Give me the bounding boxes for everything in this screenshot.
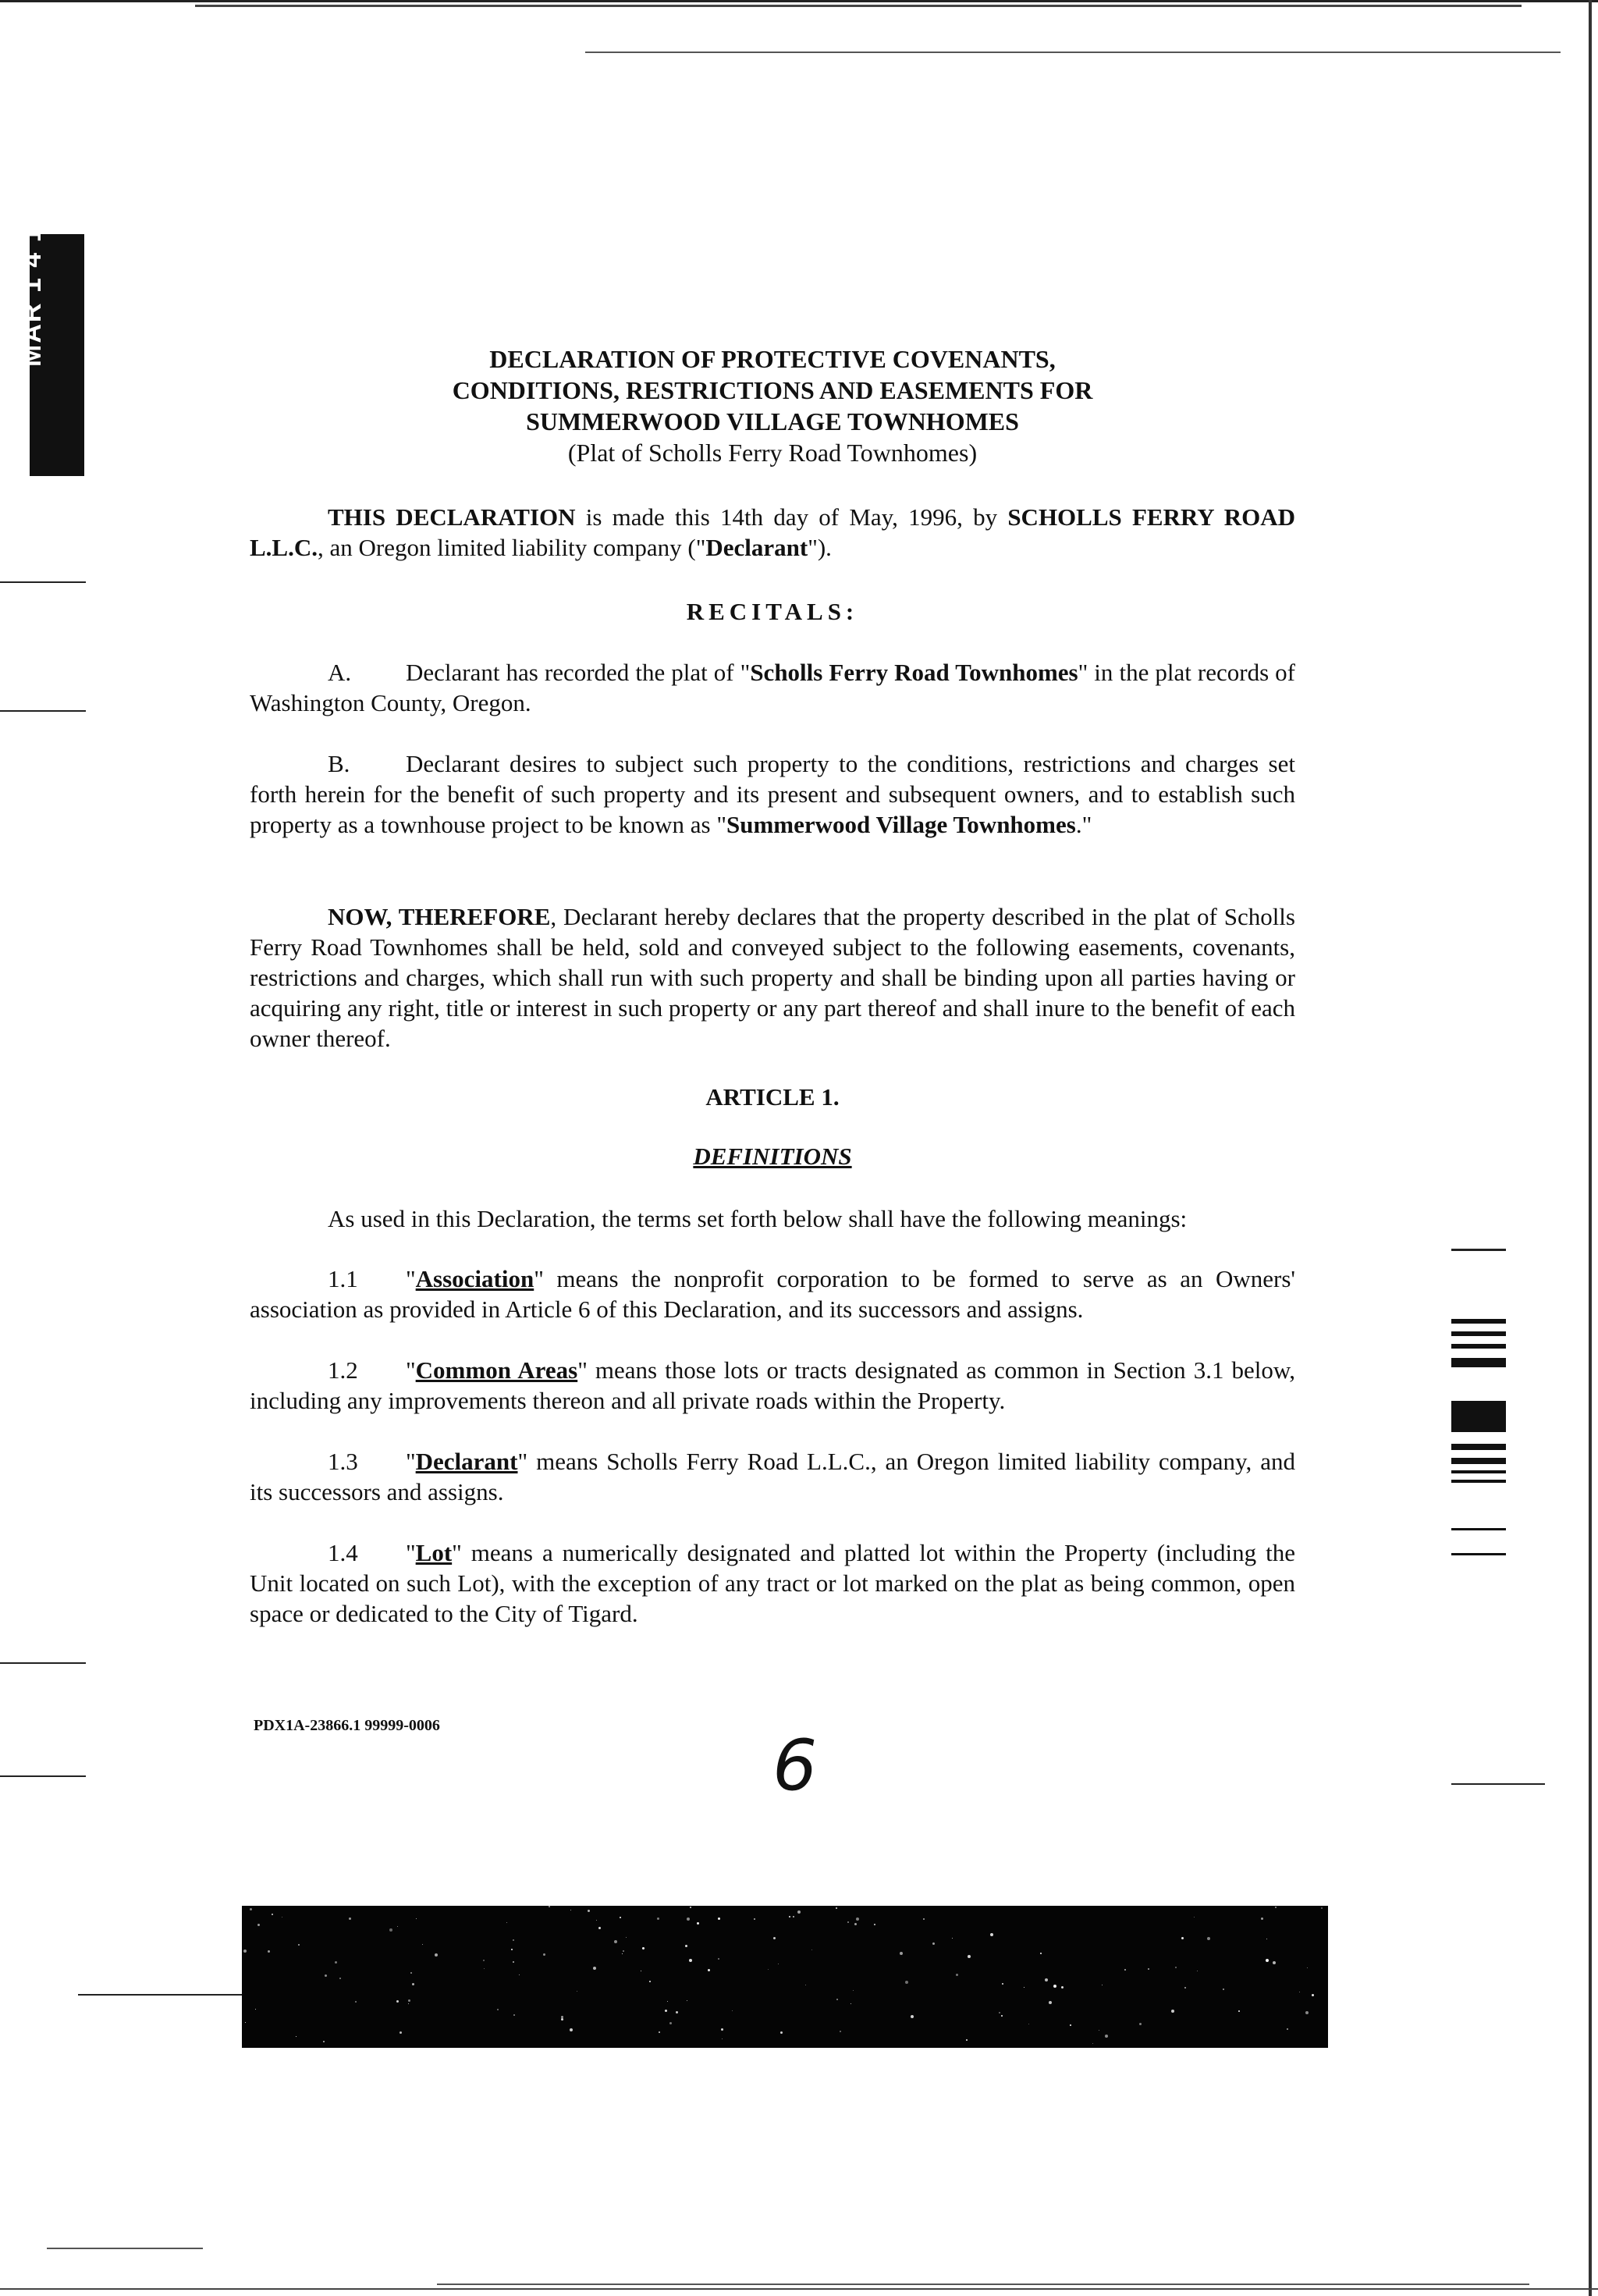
- scan-speck: [665, 2010, 667, 2012]
- margin-mark: [0, 1662, 86, 1664]
- scan-speck: [243, 1949, 247, 1953]
- scan-speck: [1321, 1907, 1323, 1909]
- scan-speck: [408, 2003, 409, 2004]
- scan-speck: [932, 1942, 935, 1945]
- definition-1-4: 1.4 "Lot" means a numerically designated and platted lot within the Property (including the Unit located on such Lot), with the exception of any tract or lot marked on the plat as being common, open space or dedicated to the City of Tigard.: [250, 1539, 1295, 1627]
- scan-speck: [1266, 1959, 1269, 1962]
- title-line-4: (Plat of Scholls Ferry Road Townhomes): [567, 439, 978, 467]
- scan-speck: [513, 1961, 514, 1963]
- scan-speck: [250, 1908, 252, 1910]
- scan-speck: [513, 2014, 515, 2016]
- barcode-bar: [1451, 1344, 1506, 1349]
- scan-speck: [1275, 1907, 1277, 1908]
- definition-number: 1.4: [328, 1539, 358, 1566]
- margin-mark: [1451, 1249, 1506, 1251]
- scan-line-top-2: [585, 52, 1561, 53]
- scan-speck: [1181, 1937, 1184, 1939]
- scan-speck: [659, 2031, 660, 2033]
- scan-speck: [519, 1974, 520, 1975]
- scan-speck: [789, 1916, 790, 1917]
- scan-speck: [718, 1958, 719, 1960]
- scan-speck: [272, 1914, 273, 1915]
- scan-speck: [1148, 1968, 1149, 1970]
- scan-speck: [1045, 1978, 1048, 1981]
- scan-speck: [339, 1978, 341, 1979]
- scan-speck: [416, 1918, 417, 1919]
- scan-speck: [1070, 2024, 1071, 2026]
- intro-declarant: Declarant: [705, 534, 808, 561]
- scan-black-band: [242, 1906, 1328, 2048]
- scan-speck: [511, 1949, 513, 1950]
- scan-speck: [598, 1927, 601, 1929]
- scan-speck: [900, 1952, 903, 1955]
- scan-speck: [1307, 1967, 1308, 1968]
- margin-mark: [0, 1775, 86, 1777]
- scan-line-top: [195, 5, 1522, 7]
- scan-speck: [999, 2012, 1000, 2013]
- scan-speck: [768, 1969, 769, 1970]
- recital-b-label: B.: [328, 750, 350, 777]
- scan-speck: [1061, 1986, 1064, 1989]
- scan-speck: [853, 1990, 854, 1991]
- scan-speck: [793, 1916, 794, 1917]
- scan-speck: [697, 1922, 699, 1925]
- scan-speck: [689, 1959, 692, 1962]
- scan-speck: [349, 1917, 351, 1920]
- scan-speck: [1049, 2001, 1052, 2004]
- scan-speck: [687, 1917, 690, 1921]
- scan-speck: [847, 1921, 849, 1923]
- scan-speck: [1105, 2035, 1108, 2038]
- margin-mark: [1451, 1783, 1545, 1785]
- recitals-heading: RECITALS:: [686, 598, 859, 625]
- scan-speck: [836, 1999, 838, 2000]
- definition-text: " means those lots or tracts designated as common in Section 3.1 below, including any improvements thereon and all private roads within the Property.: [250, 1356, 1295, 1414]
- now-therefore-paragraph: [250, 901, 1295, 1054]
- scan-speck: [497, 2009, 499, 2010]
- scan-speck: [1171, 2010, 1174, 2013]
- recital-a-plat-name: Scholls Ferry Road Townhomes: [750, 659, 1078, 686]
- now-therefore-text: , Declarant hereby declares that the property described in the plat of Scholls Ferry Road Townhomes shall be held, sold and conveyed subject to the following easements, covenants, restrictions and charges, which shall run with such property and shall be binding upon all parties having or acquiring any right, title or interest in such property or any part thereof and shall inure to the benefit of each owner thereof.: [250, 903, 1295, 1052]
- definition-number: 1.1: [328, 1265, 358, 1292]
- scan-speck: [335, 1961, 337, 1964]
- scan-speck: [854, 1923, 857, 1925]
- scan-edge-top: [0, 0, 1598, 2]
- scan-speck: [484, 1968, 485, 1969]
- scan-speck: [483, 1960, 485, 1961]
- scan-speck: [1001, 2015, 1003, 2017]
- scan-speck: [1273, 1961, 1276, 1964]
- scan-speck: [397, 1926, 398, 1927]
- scan-speck: [245, 2022, 246, 2023]
- scan-speck: [396, 2000, 399, 2003]
- scan-speck: [722, 2038, 723, 2039]
- scan-speck: [649, 1981, 651, 1982]
- scan-speck: [856, 1917, 859, 1921]
- scan-speck: [780, 2031, 783, 2034]
- barcode-bar: [1451, 1358, 1506, 1367]
- definition-number: 1.3: [328, 1448, 358, 1475]
- scan-speck: [614, 1940, 617, 1943]
- definition-term: Association: [415, 1265, 534, 1292]
- scan-speck: [840, 2031, 841, 2032]
- barcode-bar: [1451, 1458, 1506, 1464]
- scan-speck: [1175, 1967, 1177, 1968]
- scan-speck: [408, 1999, 410, 2002]
- scan-speck: [543, 1953, 545, 1956]
- scan-speck: [323, 2041, 325, 2042]
- definition-text: " means Scholls Ferry Road L.L.C., an Oregon limited liability company, and its successors and assigns.: [250, 1448, 1295, 1505]
- scan-speck: [667, 2001, 668, 2002]
- scan-edge-right: [1589, 0, 1592, 2296]
- handwritten-page-number: 6: [772, 1725, 818, 1807]
- barcode-bar: [1451, 1319, 1506, 1324]
- scan-speck: [298, 1944, 300, 1946]
- margin-mark: [0, 710, 86, 712]
- scan-speck: [410, 1972, 412, 1974]
- scan-speck: [355, 2001, 357, 2003]
- barcode-bar: [1451, 1480, 1506, 1483]
- recital-a-text-2: " in the plat records of Washington County, Oregon.: [250, 659, 1295, 716]
- title-line-1: DECLARATION OF PROTECTIVE COVENANTS,: [489, 345, 1056, 373]
- definitions-subheading: DEFINITIONS: [693, 1143, 852, 1170]
- definition-number: 1.2: [328, 1356, 358, 1384]
- document-title: [250, 343, 1295, 468]
- scan-speck: [268, 1950, 270, 1953]
- now-therefore-lead: NOW, THEREFORE: [328, 903, 551, 930]
- definition-1-3: 1.3 "Declarant" means Scholls Ferry Road L.L.C., an Oregon limited liability company, and its successors and assigns.: [250, 1448, 1295, 1505]
- scan-speck: [1312, 1994, 1314, 1996]
- scan-speck: [669, 2022, 672, 2024]
- scan-speck: [1053, 1985, 1056, 1988]
- scan-speck: [1139, 2023, 1142, 2025]
- scan-speck: [1002, 1983, 1003, 1985]
- recital-b-text-2: .": [1075, 811, 1092, 838]
- scan-speck: [1305, 2011, 1309, 2014]
- scan-speck: [412, 1983, 414, 1985]
- recital-b: [250, 748, 1295, 840]
- scan-speck: [990, 1933, 993, 1936]
- scan-speck: [690, 1907, 691, 1908]
- barcode-bar: [1451, 1470, 1506, 1473]
- scan-speck: [622, 1953, 623, 1954]
- scan-speck: [968, 1955, 971, 1958]
- scan-speck: [657, 1917, 659, 1920]
- recital-a-label: A.: [328, 659, 352, 686]
- scan-speck: [811, 1949, 812, 1950]
- margin-mark: [47, 2248, 203, 2249]
- margin-mark: [0, 581, 86, 583]
- scan-speck: [1287, 2028, 1288, 2030]
- scan-speck: [257, 1924, 260, 1926]
- scan-speck: [721, 2028, 723, 2031]
- scan-speck: [506, 1922, 507, 1923]
- intro-text-3: ").: [808, 534, 832, 561]
- scan-speck: [1261, 1917, 1263, 1920]
- scan-speck: [676, 2011, 678, 2013]
- document-id: PDX1A-23866.1 99999-0006: [254, 1717, 440, 1734]
- intro-paragraph: [250, 502, 1295, 563]
- scan-speck: [1207, 1937, 1210, 1940]
- scan-speck: [623, 1950, 624, 1952]
- barcode-block: [1451, 1401, 1506, 1432]
- scan-speck: [255, 2009, 256, 2010]
- scan-speck: [718, 1917, 720, 1920]
- scan-speck: [389, 1928, 392, 1932]
- recital-a-text-1: Declarant has recorded the plat of ": [406, 659, 751, 686]
- recording-stamp-text: MAR 1 4 1997: [17, 176, 47, 367]
- barcode-bar: [1451, 1528, 1506, 1530]
- definitions-heading: [250, 1141, 1295, 1171]
- scan-speck: [732, 2010, 733, 2011]
- intro-text-2: , an Oregon limited liability company (": [318, 534, 706, 561]
- intro-text-1: is made this 14th day of May, 1996, by: [575, 503, 1008, 531]
- definition-text: " means a numerically designated and platted lot within the Property (including the Unit located on such Lot), with the exception of any tract or lot marked on the plat as being common, open space or dedicated to the City of Tigard.: [250, 1539, 1295, 1627]
- recital-b-project-name: Summerwood Village Townhomes: [726, 811, 1076, 838]
- scan-speck: [1223, 1989, 1224, 1990]
- scan-speck: [435, 1953, 438, 1957]
- definition-term: Lot: [415, 1539, 453, 1566]
- scan-speck: [1040, 1953, 1042, 1954]
- scan-speck: [966, 2039, 968, 2041]
- barcode-bar: [1451, 1331, 1506, 1336]
- scan-speck: [874, 1924, 875, 1925]
- recital-b-text-1: Declarant desires to subject such property to the conditions, restrictions and charges set forth herein for the benefit of such property and its present and subsequent owners, and to establish such property as a townhouse project to be known as ": [250, 750, 1295, 838]
- scan-speck: [905, 1981, 908, 1984]
- scan-speck: [773, 1937, 776, 1939]
- definitions-intro-text: As used in this Declaration, the terms set forth below shall have the following meanings:: [328, 1205, 1188, 1232]
- definition-1-1: 1.1 "Association" means the nonprofit corporation to be formed to serve as an Owners' association as provided in Article 6 of this Declaration, and its successors and assigns.: [250, 1265, 1295, 1323]
- scan-speck: [1238, 2010, 1240, 2012]
- scan-speck: [1184, 1987, 1186, 1989]
- scan-speck: [561, 2018, 563, 2021]
- scan-speck: [685, 1945, 687, 1947]
- scan-speck: [836, 1907, 837, 1909]
- scan-speck: [596, 1920, 597, 1921]
- barcode-bar: [1451, 1444, 1506, 1450]
- scan-speck: [549, 1906, 550, 1907]
- scan-speck: [588, 1910, 590, 1912]
- scan-speck: [708, 1969, 710, 1971]
- article-heading: ARTICLE 1.: [705, 1083, 840, 1111]
- scan-speck: [923, 1918, 925, 1920]
- definition-1-2: 1.2 "Common Areas" means those lots or tracts designated as common in Section 3.1 below, including any improvements thereon and all private roads within the Property.: [250, 1356, 1295, 1414]
- scan-speck: [754, 1918, 755, 1920]
- scan-speck: [400, 2031, 402, 2034]
- title-line-3: SUMMERWOOD VILLAGE TOWNHOMES: [526, 407, 1019, 435]
- scan-speck: [513, 1939, 514, 1941]
- definition-term: Common Areas: [415, 1356, 578, 1384]
- definition-text: " means the nonprofit corporation to be formed to serve as an Owners' association as provided in Article 6 of this Declaration, and its successors and assigns.: [250, 1265, 1295, 1323]
- scan-edge-bottom: [0, 2288, 1598, 2290]
- margin-mark: [78, 1994, 242, 1996]
- scan-speck: [296, 2036, 297, 2037]
- definitions-intro: [250, 1203, 1295, 1234]
- scan-speck: [911, 2015, 914, 2018]
- intro-lead: THIS DECLARATION: [328, 503, 576, 531]
- scan-speck: [956, 1974, 958, 1976]
- barcode-bar: [1451, 1553, 1506, 1555]
- title-line-2: CONDITIONS, RESTRICTIONS AND EASEMENTS FOR: [452, 376, 1093, 404]
- scan-speck: [620, 1917, 621, 1918]
- margin-mark: [437, 2284, 1529, 2285]
- declarant-company: SCHOLLS FERRY ROAD L.L.C.: [250, 503, 1295, 561]
- scan-speck: [593, 1967, 596, 1970]
- scan-speck: [850, 2003, 851, 2004]
- scan-speck: [325, 1974, 327, 1977]
- scan-speck: [952, 1938, 953, 1939]
- scan-speck: [422, 1944, 423, 1945]
- scan-speck: [626, 1937, 627, 1938]
- scan-speck: [797, 1910, 801, 1914]
- scan-speck: [1124, 1969, 1126, 1971]
- recital-a: [250, 657, 1295, 718]
- scan-speck: [570, 2028, 573, 2031]
- definition-term: Declarant: [415, 1448, 518, 1475]
- scan-speck: [1092, 2043, 1093, 2044]
- scan-speck: [642, 1947, 645, 1949]
